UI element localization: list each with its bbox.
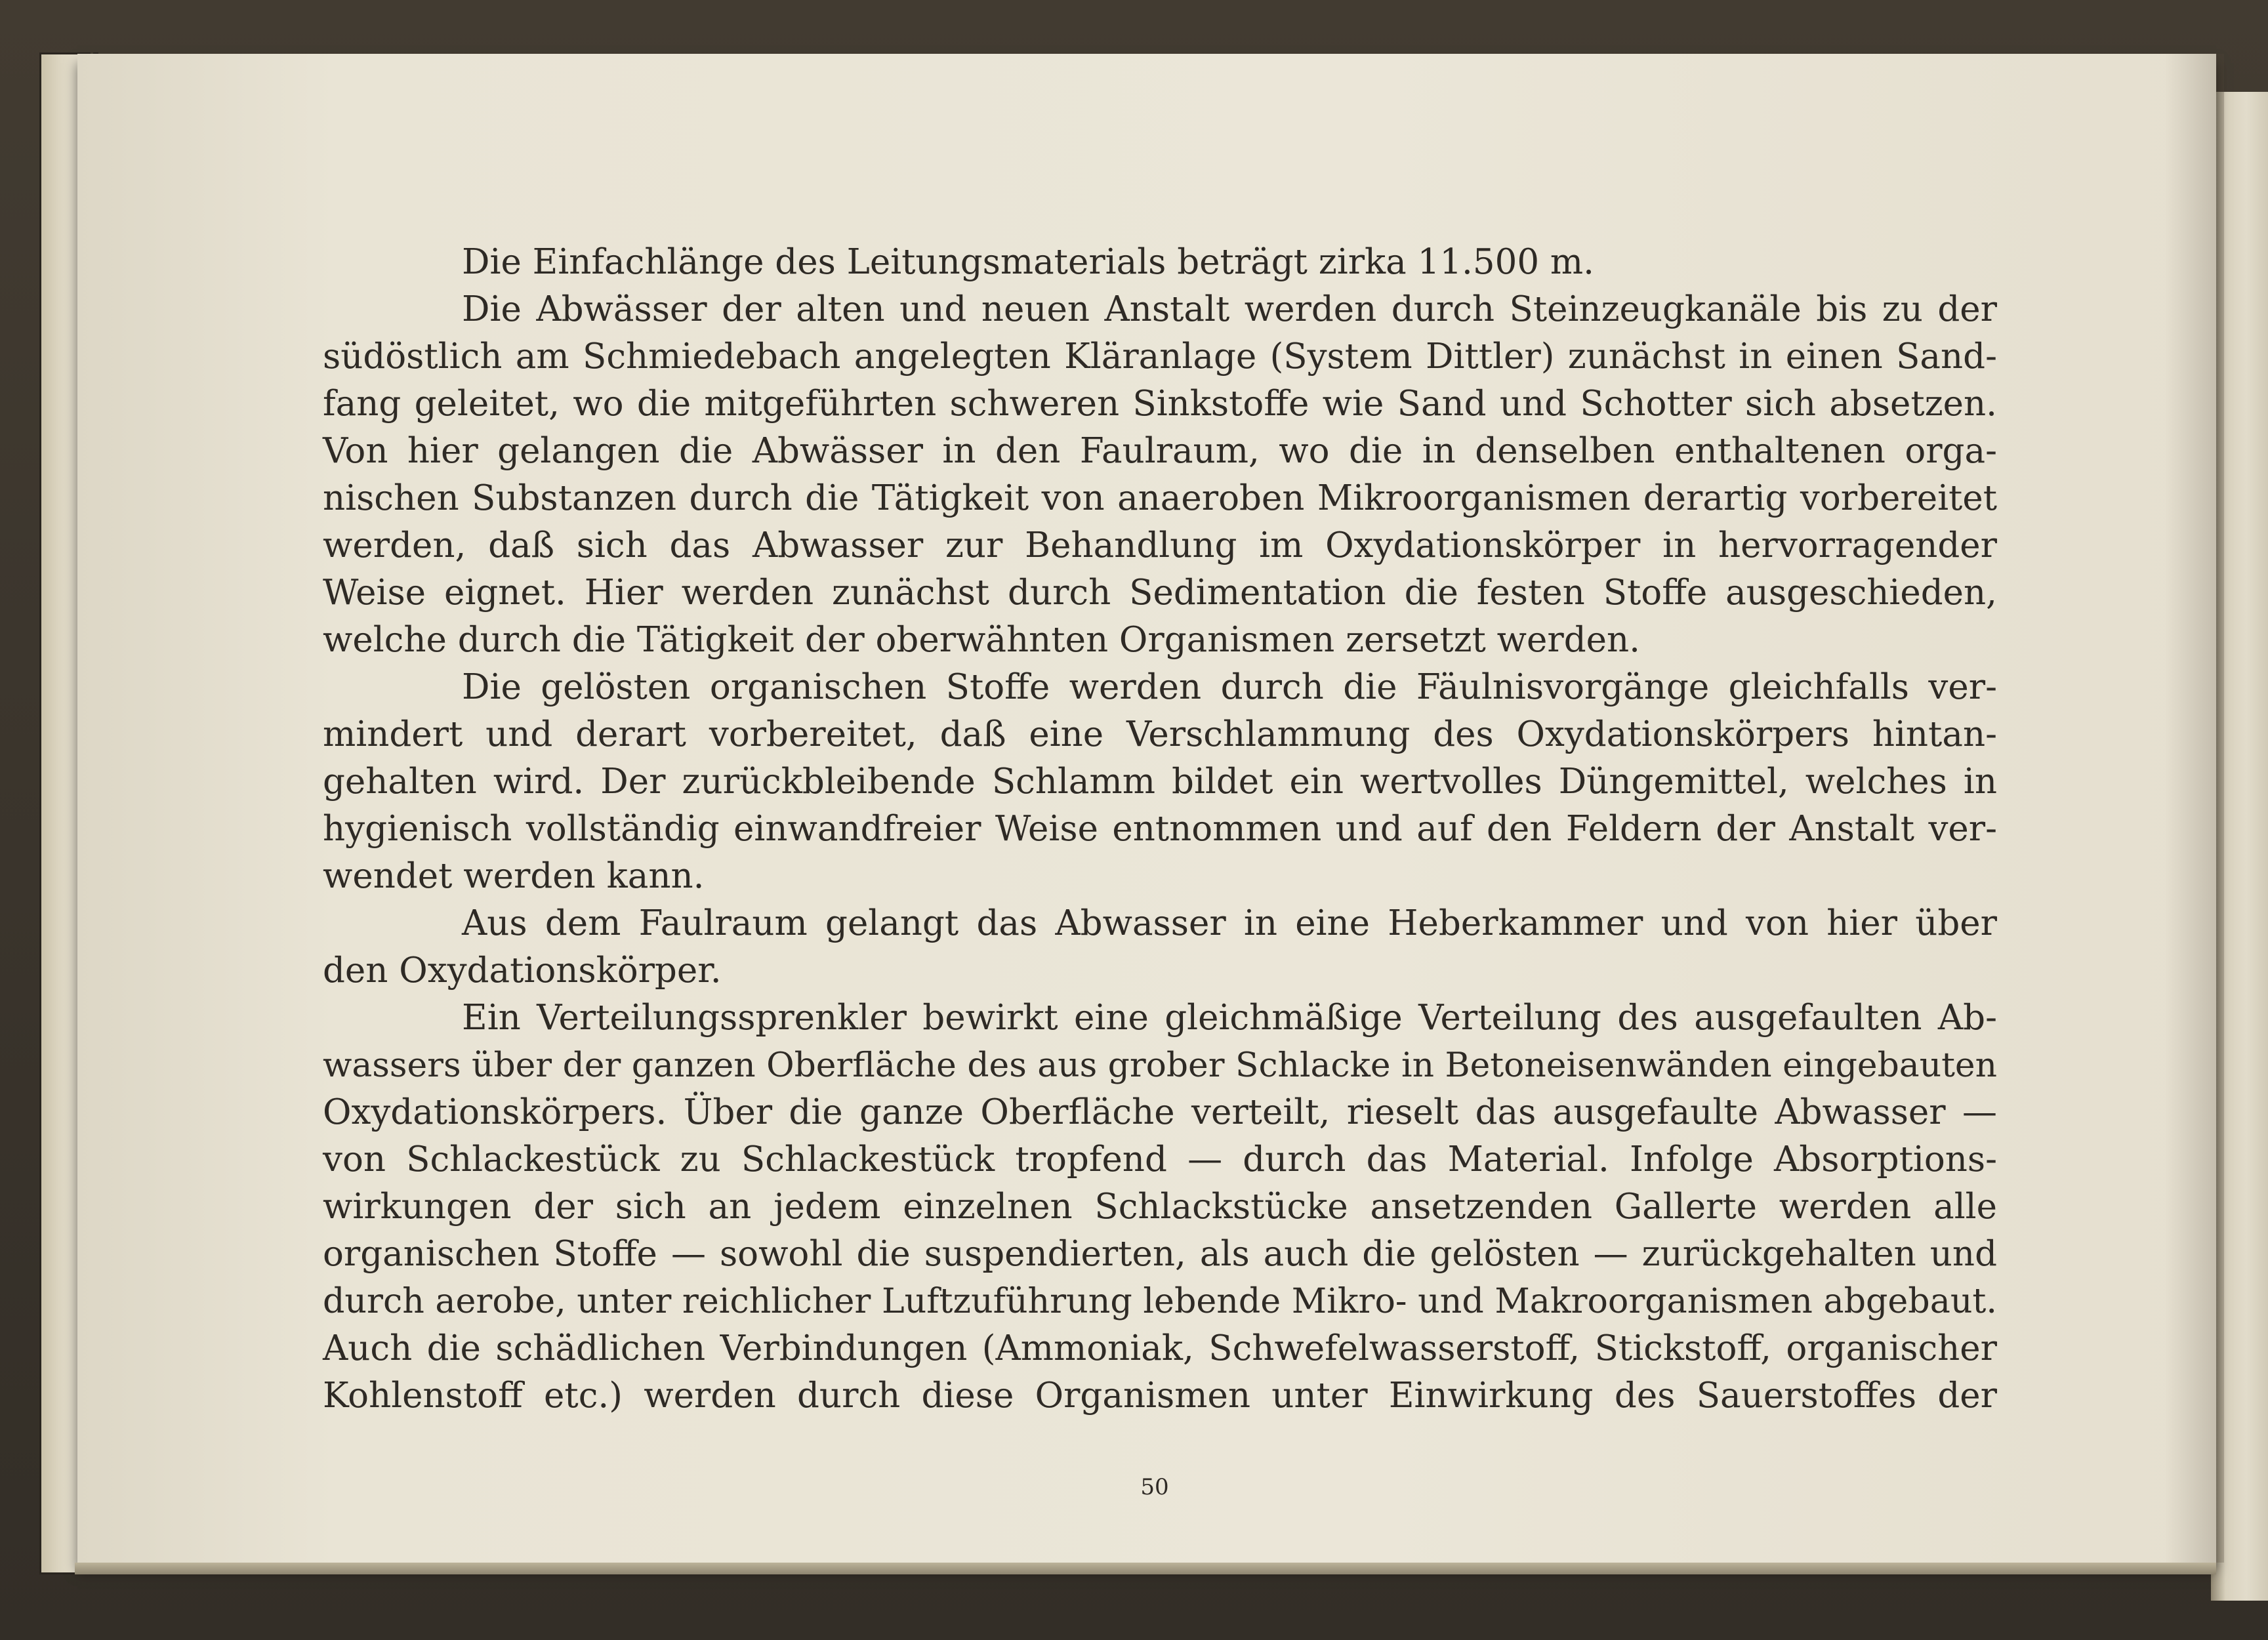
text-line: wendet werden kann. [323,856,705,896]
text-line: Aus dem Faulraum gelangt das Abwasser in eine Heberkammer und von hier über [462,903,1997,943]
text-line: von Schlackestück zu Schlackestück tropfend — durch das Material. Infolge Absorptions- [323,1139,1997,1179]
text-line: welche durch die Tätigkeit der oberwähnten Organismen zersetzt werden. [323,620,1641,660]
gutter-shadow [2165,54,2224,1563]
text-line: Die gelösten organischen Stoffe werden durch die Fäulnisvorgänge gleichfalls ver- [462,667,1997,707]
text-line: organischen Stoffe — sowohl die suspendierten, als auch die gelösten — zurückgehalten und [323,1234,1997,1274]
text-line: Weise eignet. Hier werden zunächst durch Sedimentation die festen Stoffe ausgeschieden, [323,573,1997,613]
text-line: den Oxydationskörper. [323,951,722,991]
text-line: nischen Substanzen durch die Tätigkeit von anaeroben Mikroorganismen derartig vorbereitet [323,478,1997,518]
text-line: Die Abwässer der alten und neuen Anstalt werden durch Steinzeugkanäle bis zu der [462,289,1997,329]
text-line: Oxydationskörpers. Über die ganze Oberfläche verteilt, rieselt das ausgefaulte Abwasser — [323,1092,1997,1132]
text-line: Auch die schädlichen Verbindungen (Ammoniak, Schwefelwasserstoff, Stickstoff, organischer [323,1328,1997,1368]
text-line: gehalten wird. Der zurückbleibende Schlamm bildet ein wertvolles Düngemittel, welches in [323,762,1997,802]
text-line: Kohlenstoff etc.) werden durch diese Organismen unter Einwirkung des Sauerstoffes der [323,1376,1997,1416]
text-line: Ein Verteilungssprenkler bewirkt eine gleichmäßige Verteilung des ausgefaulten Ab- [462,998,1997,1038]
text-line: Die Einfachlänge des Leitungsmaterials beträgt zirka 11.500 m. [462,242,1594,282]
text-line: werden, daß sich das Abwasser zur Behandlung im Oxydationskörper in hervorragender [323,525,1997,565]
text-line: Von hier gelangen die Abwässer in den Faulraum, wo die in denselben enthaltenen orga- [323,431,1997,471]
text-line: südöstlich am Schmiedebach angelegten Kläranlage (System Dittler) zunächst in einen Sand- [323,337,1997,377]
page-number: 50 [1140,1474,1169,1500]
body-text [323,239,1997,1420]
text-line: wassers über der ganzen Oberfläche des aus grober Schlacke in Betoneisenwänden eingebauten [323,1046,1997,1085]
text-line: wirkungen der sich an jedem einzelnen Schlackstücke ansetzenden Gallerte werden alle [323,1187,1997,1227]
text-line: durch aerobe, unter reichlicher Luftzuführung lebende Mikro- und Makroorganismen abgebaut. [323,1282,1997,1321]
text-line: fang geleitet, wo die mitgeführten schweren Sinkstoffe wie Sand und Schotter sich absetzen. [323,384,1997,424]
text-line: mindert und derart vorbereitet, daß eine Verschlammung des Oxydationskörpers hintan- [323,714,1997,754]
text-line: hygienisch vollständig einwandfreier Weise entnommen und auf den Feldern der Anstalt ver- [323,809,1997,849]
